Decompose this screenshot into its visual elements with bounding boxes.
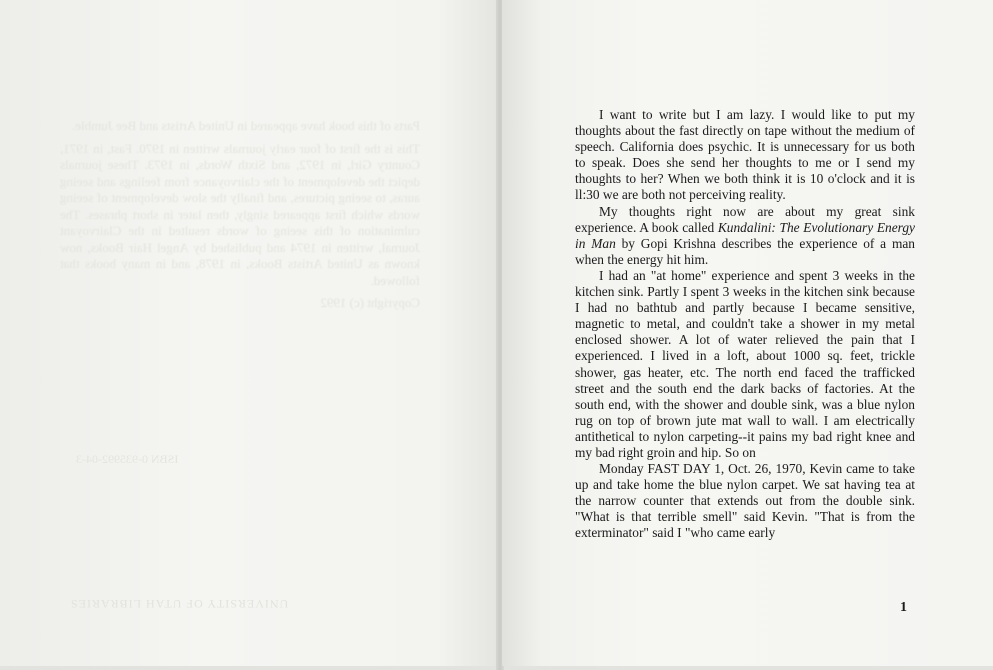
paragraph-3 (575, 268, 915, 461)
paragraph-3-text: I had an "at home" experience and spent 3 weeks in the kitchen sink. Partly I spent 3 weeks in the kitchen sink because I had no bathtub and partly because I became sensitive, magnetic to metal, and couldn't take a shower in my metal enclosed shower. A lot of water relieved the pain that I experienced. I lived in a loft, about 1000 sq. feet, trickle shower, gas heater, etc. The north end faced the trafficked street and the south end the dark backs of factories. At the south end, with the shower and double sink, was a blue nylon rug on top of brown jute mat wall to wall. I am electrically antithetical to nylon carpeting--it pains my bad right knee and my bad right groin and hip. So on (575, 267, 915, 460)
bleed-through-stamp: UNIVERSITY OF UTAH LIBRARIES (70, 597, 289, 611)
journal-text (575, 107, 915, 542)
paragraph-2-text-end: by Gopi Krishna describes the experience of a man when the energy hit him. (575, 235, 915, 267)
paragraph-2 (575, 204, 915, 268)
paragraph-1-text: I want to write but I am lazy. I would like to put my thoughts about the fast directly on tape without the medium of speech. California does psychic. It is unnecessary for us both to speak. Does she send her thoughts to me or I send my thoughts to her? When we both think it is 10 o'clock and it is ll:30 we are both not perceiving reality. (575, 107, 915, 203)
paragraph-1 (575, 107, 915, 204)
bleed-through-text: Parts of this book have appeared in United Artists and Bee Jumble. This is the first of four early journals written in 1970. Fast, in 1971, Country Girl, in 1972, and Sixth Words, in 1973. These journals depict the development of the clairvoyance from feelings and seeing auras, to seeing pictures, and finally the slow development of seeing words which first appeared singly, then later in short phrases. The culmination of this seeing of words resulted in the Clairvoyant Journal, written in 1974 and published by Angel Hair Books, now known as United Artists Books, in 1978, and in many books that followed. Copyright (c) 1992 (60, 118, 420, 310)
page-number: 1 (900, 600, 907, 615)
paragraph-4 (575, 461, 915, 541)
left-page (0, 0, 498, 666)
paragraph-4-text: Monday FAST DAY 1, Oct. 26, 1970, Kevin came to take up and take home the blue nylon carpet. We sat having tea at the narrow counter that extends out from the double sink. "What is that terrible smell" said Kevin. "That is from the exterminator" said I "who came early (575, 461, 915, 541)
paragraph-2-text: My thoughts right now are about my great sink experience. A book called (575, 203, 915, 235)
book-title-italic: Kundalini: The Evolutionary Energy in Man (575, 219, 915, 251)
bleed-through-isbn: ISBN 0-935992-04-3 (76, 452, 179, 466)
